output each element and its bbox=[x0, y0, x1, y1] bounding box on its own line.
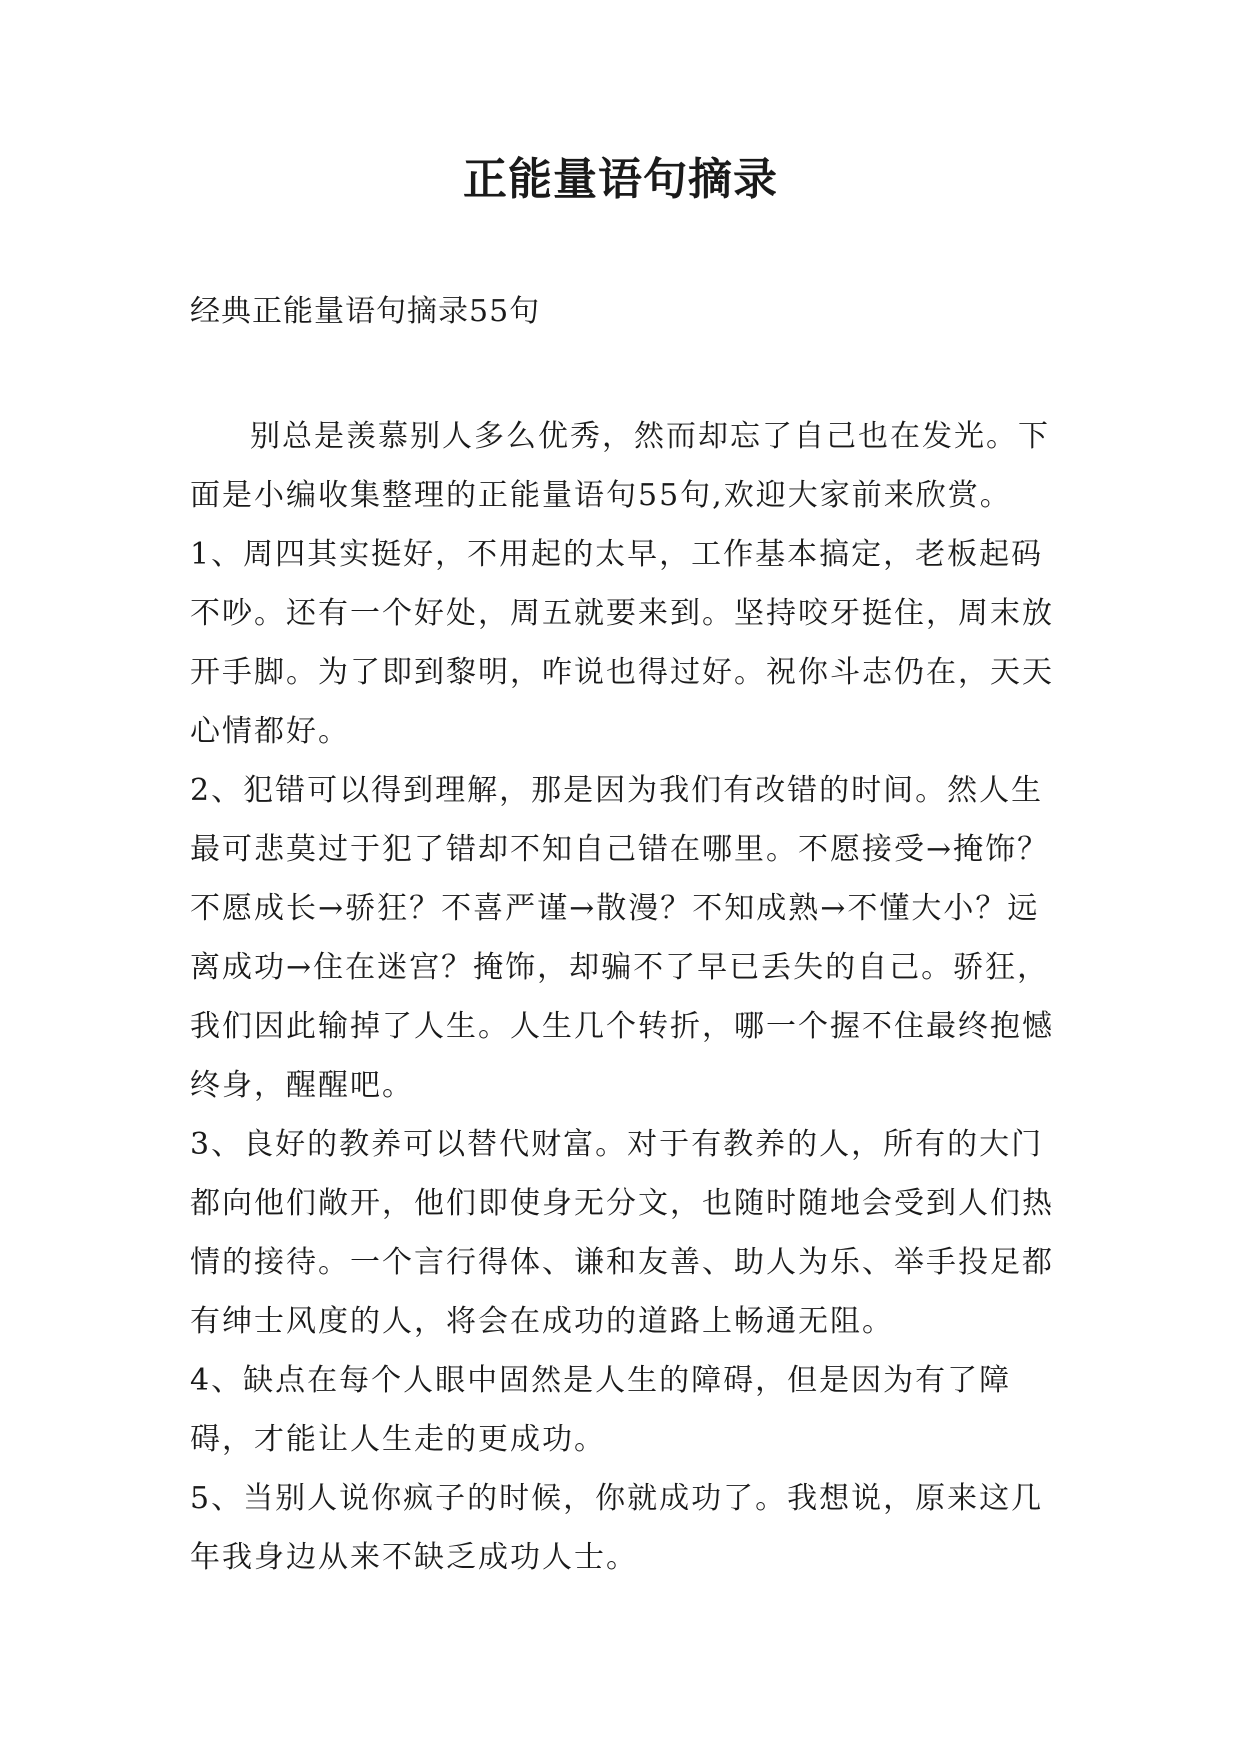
quote-item-2: 2、犯错可以得到理解，那是因为我们有改错的时间。然人生最可悲莫过于犯了错却不知自己错在哪里。不愿接受→掩饰？不愿成长→骄狂？不喜严谨→散漫？不知成熟→不懂大小？远离成功→住在迷宫？掩饰，却骗不了早已丢失的自己。骄狂，我们因此输掉了人生。人生几个转折，哪一个握不住最终抱憾终身，醒醒吧。 bbox=[190, 773, 1054, 1103]
document-body bbox=[190, 407, 1070, 1587]
quote-item-5: 5、当别人说你疯子的时候，你就成功了。我想说，原来这几年我身边从来不缺乏成功人士。 bbox=[190, 1481, 1044, 1575]
quote-item-3: 3、良好的教养可以替代财富。对于有教养的人，所有的大门都向他们敞开，他们即使身无分文，也随时随地会受到人们热情的接待。一个言行得体、谦和友善、助人为乐、举手投足都有绅士风度的人，将会在成功的道路上畅通无阻。 bbox=[190, 1127, 1054, 1339]
quote-item-4: 4、缺点在每个人眼中固然是人生的障碍，但是因为有了障碍，才能让人生走的更成功。 bbox=[190, 1363, 1012, 1457]
intro-paragraph: 别总是羡慕别人多么优秀，然而却忘了自己也在发光。下面是小编收集整理的正能量语句55句,欢迎大家前来欣赏。 bbox=[190, 419, 1050, 513]
document-subtitle: 经典正能量语句摘录55句 bbox=[190, 294, 541, 329]
document-title: 正能量语句摘录 bbox=[463, 154, 778, 205]
quote-item-1: 1、周四其实挺好，不用起的太早，工作基本搞定，老板起码不吵。还有一个好处，周五就要来到。坚持咬牙挺住，周末放开手脚。为了即到黎明，咋说也得过好。祝你斗志仍在，天天心情都好。 bbox=[190, 537, 1054, 749]
